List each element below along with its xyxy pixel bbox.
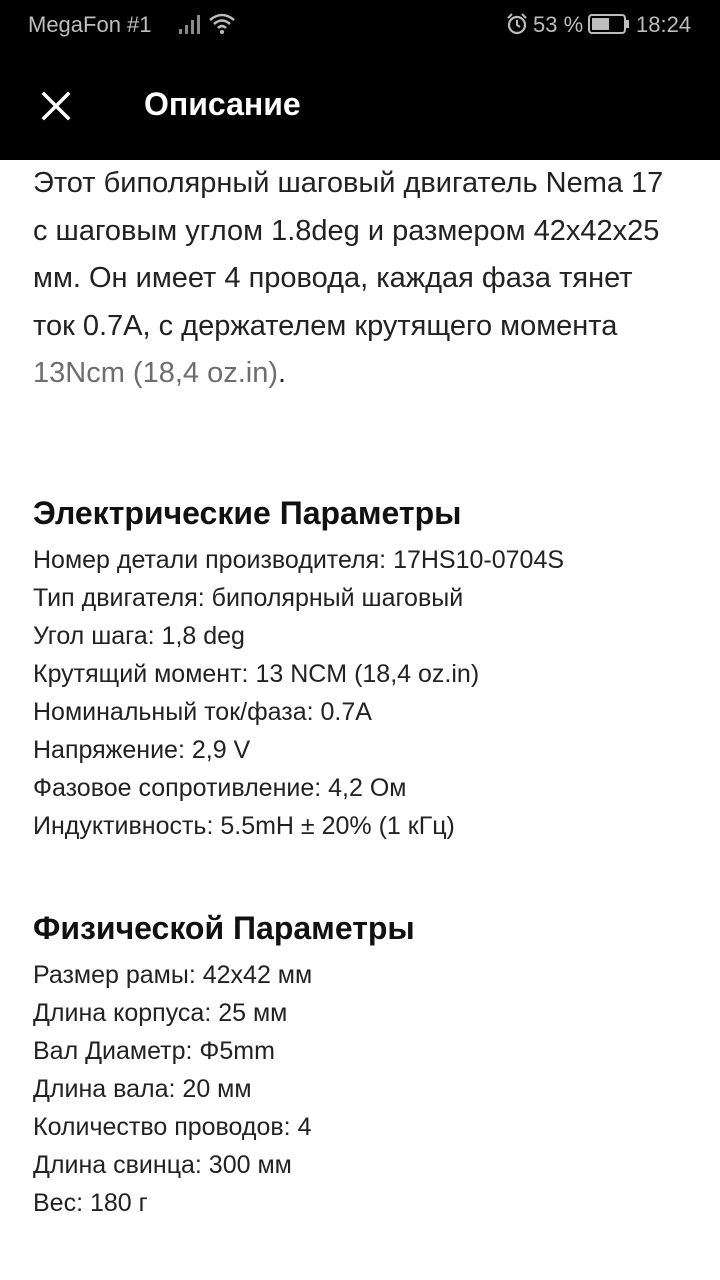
spec-item: Размер рамы: 42x42 мм — [33, 961, 313, 989]
intro-text: Этот биполярный шаговый двигатель Nema 17 с шаговым углом 1.8deg и размером 42x42x25 мм. Он имеет 4 провода, каждая фаза тянет ток 0.7A, с держателем крутящего момента — [33, 167, 664, 342]
spec-item: Индуктивность: 5.5mH ± 20% (1 кГц) — [33, 812, 455, 840]
electrical-spec-list — [33, 541, 564, 845]
alarm-icon — [505, 12, 529, 36]
spec-item: Вал Диаметр: Φ5mm — [33, 1037, 275, 1065]
carrier-name: MegaFon #1 — [28, 12, 152, 37]
spec-item: Крутящий момент: 13 NCM (18,4 oz.in) — [33, 660, 480, 688]
status-time: 18:24 — [636, 12, 692, 37]
wifi-icon — [208, 11, 236, 35]
spec-item: Тип двигателя: биполярный шаговый — [33, 584, 464, 612]
spec-item: Фазовое сопротивление: 4,2 Ом — [33, 774, 407, 802]
description-content — [0, 160, 720, 1280]
battery-icon — [588, 14, 630, 34]
close-button[interactable] — [28, 78, 84, 134]
app-bar — [0, 52, 720, 160]
spec-item: Длина вала: 20 мм — [33, 1075, 252, 1103]
signal-icon — [178, 13, 204, 35]
spec-item: Вес: 180 г — [33, 1189, 148, 1217]
status-bar — [0, 0, 720, 52]
spec-item: Номинальный ток/фаза: 0.7A — [33, 698, 372, 726]
spec-item: Длина свинца: 300 мм — [33, 1151, 292, 1179]
electrical-section-title: Электрические Параметры — [33, 495, 462, 531]
battery-percent: 53 % — [533, 12, 584, 37]
spec-item: Количество проводов: 4 — [33, 1113, 312, 1141]
spec-item: Номер детали производителя: 17HS10-0704S — [33, 546, 565, 574]
spec-item: Напряжение: 2,9 V — [33, 736, 251, 764]
spec-item: Длина корпуса: 25 мм — [33, 999, 288, 1027]
torque-link[interactable]: 13Ncm (18,4 oz.in) — [33, 357, 278, 389]
intro-tail: . — [278, 357, 287, 389]
intro-paragraph — [33, 160, 673, 398]
close-icon — [41, 91, 71, 121]
spec-item: Угол шага: 1,8 deg — [33, 622, 245, 650]
physical-spec-list — [33, 956, 312, 1222]
page-title: Описание — [144, 86, 301, 122]
physical-section-title: Физической Параметры — [33, 910, 415, 946]
